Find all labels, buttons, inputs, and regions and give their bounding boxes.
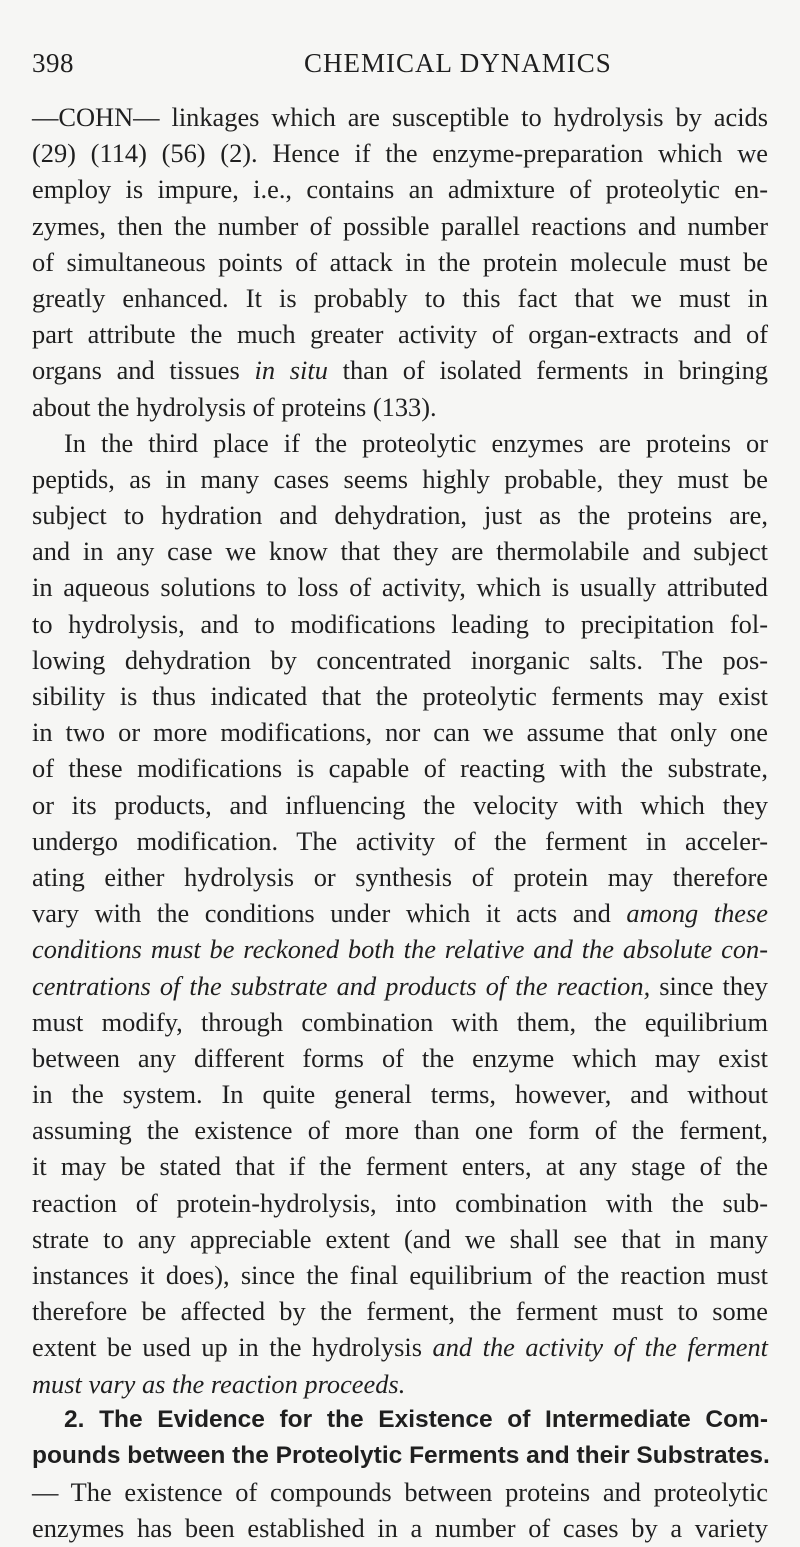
text-line: between any different forms of the enzyme which may exist [32, 1042, 768, 1073]
text-line: conditions must be reckoned both the relative and the absolute con- [32, 934, 768, 965]
text-line: must vary as the reaction proceeds. [32, 1368, 406, 1399]
text-line: part attribute the much greater activity of organ-extracts and of [32, 319, 768, 350]
text-line: extent be used up in the hydrolysis and the activity of the ferment [32, 1332, 768, 1363]
text-line: centrations of the substrate and products of the reaction, since they [32, 970, 768, 1001]
text-line: undergo modification. The activity of the ferment in acceler- [32, 825, 768, 856]
italic-phrase: centrations of the substrate and products of the reaction, [32, 970, 651, 1001]
text-line: in the system. In quite general terms, however, and without [32, 1079, 768, 1110]
section-heading: pounds between the Proteolytic Ferments and their Substrates. [32, 1441, 770, 1469]
text-line: employ is impure, i.e., contains an admixture of proteolytic en- [32, 174, 768, 205]
text-line: ating either hydrolysis or synthesis of protein may therefore [32, 861, 768, 892]
text-line: of these modifications is capable of reacting with the substrate, [32, 753, 768, 784]
text-line: about the hydrolysis of proteins (133). [32, 391, 437, 422]
text-line: — The existence of compounds between proteins and proteolytic [32, 1477, 768, 1508]
text-line: must modify, through combination with them, the equilibrium [32, 1006, 768, 1037]
text-line: strate to any appreciable extent (and we shall see that in many [32, 1223, 768, 1254]
book-page [32, 48, 768, 1547]
section-heading: 2. The Evidence for the Existence of Intermediate Com- [64, 1405, 768, 1433]
running-head [32, 48, 768, 82]
text-line: In the third place if the proteolytic enzymes are proteins or [64, 427, 768, 458]
running-title: CHEMICAL DYNAMICS [304, 48, 612, 78]
text-line: vary with the conditions under which it acts and among these [32, 898, 768, 929]
italic-phrase: among these [626, 898, 768, 929]
text-line: or its products, and influencing the velocity with which they [32, 789, 768, 820]
text-line: enzymes has been established in a number of cases by a variety [32, 1513, 768, 1544]
text-line: greatly enhanced. It is probably to this fact that we must in [32, 282, 768, 313]
text-line: organs and tissues in situ than of isolated ferments in bringing [32, 355, 768, 386]
text-line: zymes, then the number of possible parallel reactions and number [32, 210, 768, 241]
text-line: it may be stated that if the ferment enters, at any stage of the [32, 1151, 768, 1182]
text-line: and in any case we know that they are thermolabile and subject [32, 536, 768, 567]
text-line: (29) (114) (56) (2). Hence if the enzyme-preparation which we [32, 138, 768, 169]
text-line: subject to hydration and dehydration, just as the proteins are, [32, 500, 768, 531]
italic-phrase: and the activity of the ferment [432, 1332, 768, 1363]
text-line: in two or more modifications, nor can we assume that only one [32, 717, 768, 748]
text-line: therefore be affected by the ferment, the ferment must to some [32, 1296, 768, 1327]
text-line: assuming the existence of more than one form of the ferment, [32, 1115, 768, 1146]
text-line: peptids, as in many cases seems highly probable, they must be [32, 463, 768, 494]
page-number: 398 [32, 48, 74, 78]
italic-phrase: in situ [254, 355, 328, 386]
body-text [32, 99, 768, 1547]
text-line: sibility is thus indicated that the proteolytic ferments may exist [32, 681, 768, 711]
text-line: in aqueous solutions to loss of activity, which is usually attributed [32, 572, 768, 603]
text-line: reaction of protein-hydrolysis, into combination with the sub- [32, 1187, 768, 1218]
text-line: —COHN— linkages which are susceptible to hydrolysis by acids [32, 102, 768, 132]
text-line: lowing dehydration by concentrated inorganic salts. The pos- [32, 644, 768, 675]
text-line: instances it does), since the final equilibrium of the reaction must [32, 1260, 768, 1290]
text-line: of simultaneous points of attack in the protein molecule must be [32, 246, 768, 277]
text-line: to hydrolysis, and to modifications leading to precipitation fol- [32, 608, 768, 639]
